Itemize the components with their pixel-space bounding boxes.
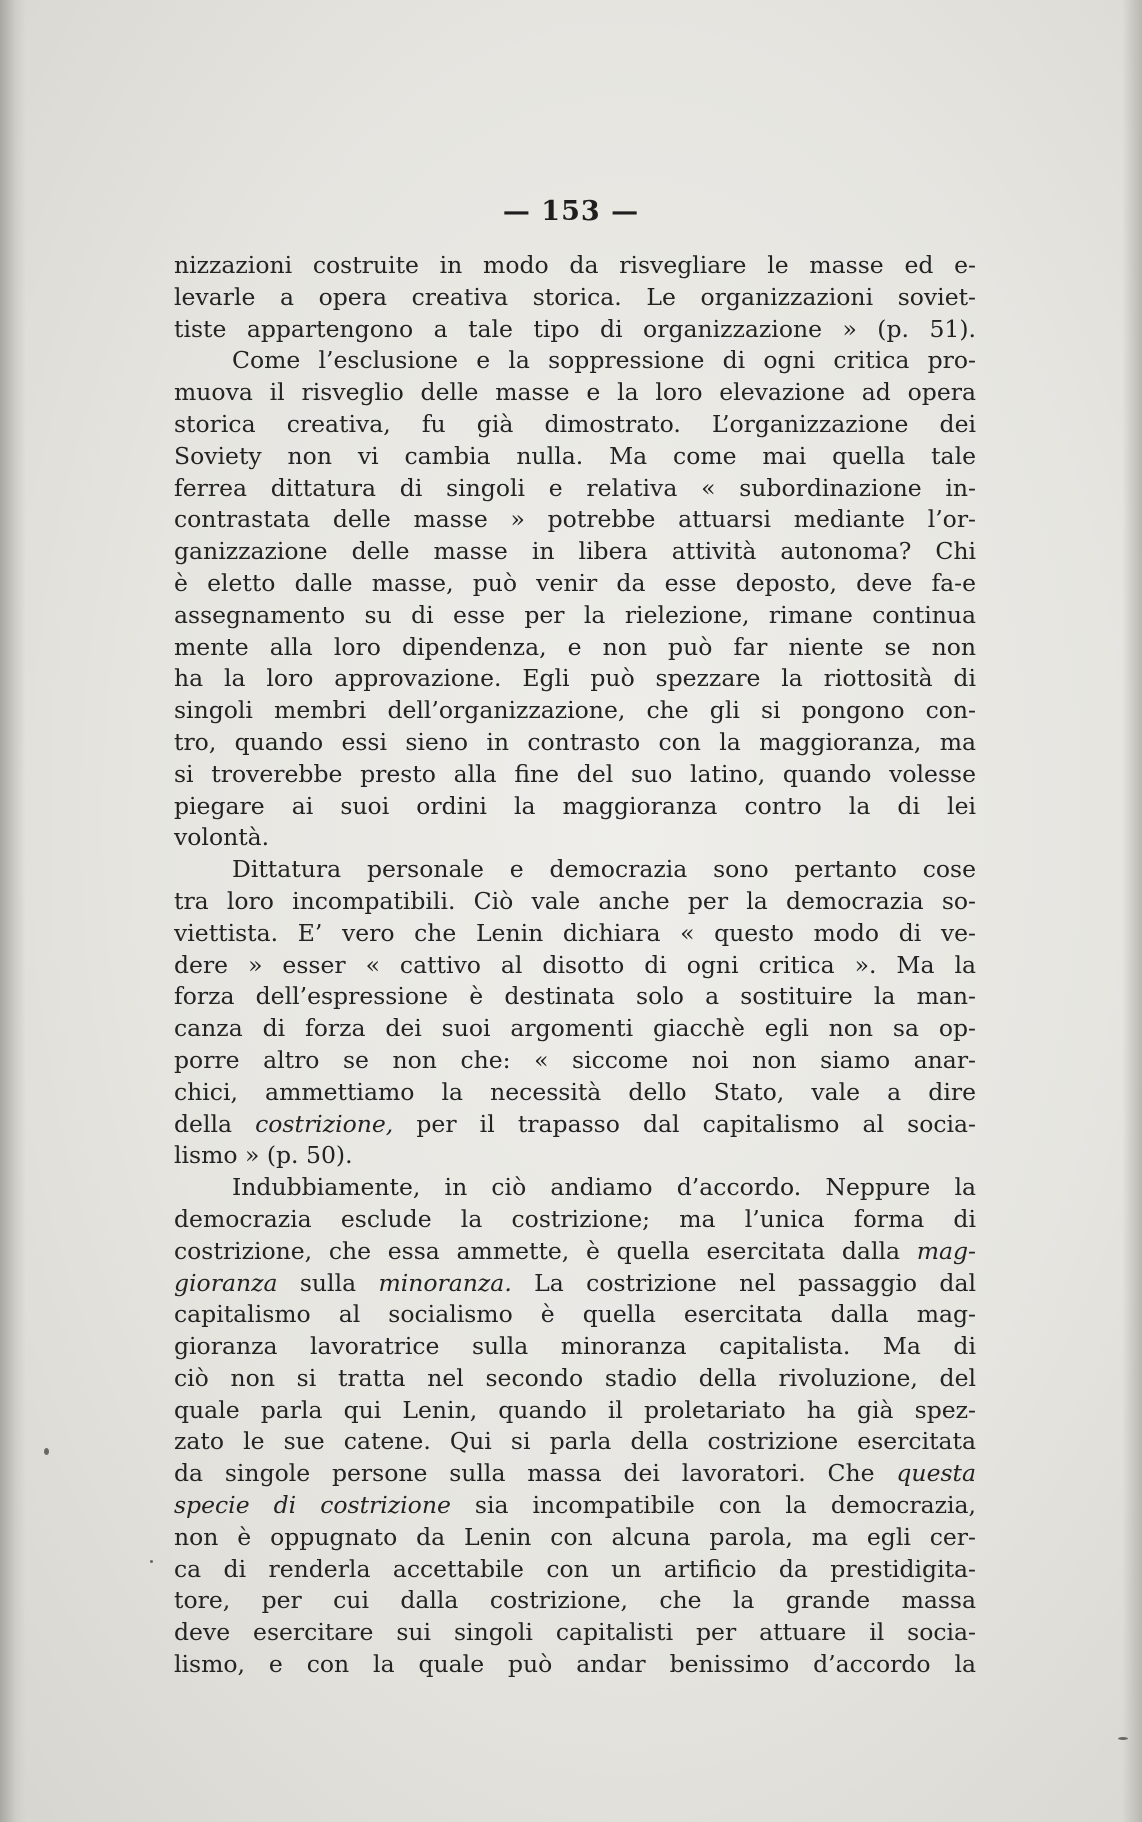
line-text: viettista. E’ vero che Lenin dichiara « questo modo di ve- xyxy=(174,918,976,947)
text-line xyxy=(174,1204,976,1236)
line-text: tra loro incompatibili. Ciò vale anche per la democrazia so- xyxy=(174,886,976,915)
text-line xyxy=(174,695,976,727)
line-text: per il trapasso dal capitalismo al socia- xyxy=(393,1109,976,1138)
line-text: La costrizione nel passaggio dal xyxy=(511,1268,976,1297)
line-text: Indubbiamente, in ciò andiamo d’accordo. Neppure la xyxy=(232,1173,976,1202)
text-line xyxy=(174,1140,976,1172)
text-line xyxy=(174,1109,976,1141)
line-text: deve esercitare sui singoli capitalisti per attuare il socia- xyxy=(174,1618,976,1647)
page-shadow-left xyxy=(0,0,26,1822)
line-text: si troverebbe presto alla fine del suo latino, quando volesse xyxy=(174,759,976,788)
line-text: volontà. xyxy=(174,823,270,852)
line-text: tro, quando essi sieno in contrasto con la maggioranza, ma xyxy=(174,727,976,756)
text-line xyxy=(174,822,976,854)
line-text: è eletto dalle masse, può venir da esse deposto, deve fa-e xyxy=(174,568,976,597)
text-line xyxy=(174,1236,976,1268)
line-text: non è oppugnato da Lenin con alcuna parola, ma egli cer- xyxy=(174,1522,976,1551)
line-text: forza dell’espressione è destinata solo a sostituire la man- xyxy=(174,982,976,1011)
paper-speck xyxy=(150,1560,153,1563)
line-text: capitalismo al socialismo è quella esercitata dalla mag- xyxy=(174,1300,976,1329)
line-text: ha la loro approvazione. Egli può spezzare la riottosità di xyxy=(174,664,976,693)
line-text: levarle a opera creativa storica. Le organizzazioni soviet- xyxy=(174,282,976,311)
italic-text: mag- xyxy=(916,1236,976,1265)
text-line xyxy=(174,918,976,950)
line-text: tiste appartengono a tale tipo di organizzazione » (p. 51). xyxy=(174,314,976,343)
line-text: tore, per cui dalla costrizione, che la grande massa xyxy=(174,1586,976,1615)
line-text: costrizione, che essa ammette, è quella esercitata dalla xyxy=(174,1236,917,1265)
text-line xyxy=(174,282,976,314)
text-line xyxy=(174,377,976,409)
line-text: gioranza lavoratrice sulla minoranza capitalista. Ma di xyxy=(174,1332,976,1361)
line-text: ca di renderla accettabile con un artificio da prestidigita- xyxy=(174,1554,976,1583)
italic-text: costrizione, xyxy=(255,1109,394,1138)
line-text: Soviety non vi cambia nulla. Ma come mai quella tale xyxy=(174,441,976,470)
text-line xyxy=(174,441,976,473)
text-line xyxy=(174,1172,976,1204)
text-line xyxy=(174,1013,976,1045)
line-text: ciò non si tratta nel secondo stadio della rivoluzione, del xyxy=(174,1363,976,1392)
italic-text: questa xyxy=(896,1459,976,1488)
text-line xyxy=(174,1490,976,1522)
text-line xyxy=(174,791,976,823)
line-text: lismo » (p. 50). xyxy=(174,1141,353,1170)
line-text: dere » esser « cattivo al disotto di ogni critica ». Ma la xyxy=(174,950,976,979)
line-text: storica creativa, fu già dimostrato. L’organizzazione dei xyxy=(174,409,976,438)
text-line xyxy=(174,1395,976,1427)
text-line xyxy=(174,981,976,1013)
line-text: quale parla qui Lenin, quando il proletariato ha già spez- xyxy=(174,1395,976,1424)
italic-text: specie di costrizione xyxy=(174,1491,451,1520)
line-text: della xyxy=(174,1109,256,1138)
paper-speck xyxy=(1118,1737,1128,1740)
line-text: porre altro se non che: « siccome noi non siamo anar- xyxy=(174,1045,976,1074)
italic-text: minoranza. xyxy=(378,1268,512,1297)
text-line xyxy=(174,536,976,568)
line-text: lismo, e con la quale può andar benissimo d’accordo la xyxy=(174,1650,976,1679)
line-text: muova il risveglio delle masse e la loro elevazione ad opera xyxy=(174,378,976,407)
text-line xyxy=(174,250,976,282)
text-line xyxy=(174,727,976,759)
text-line xyxy=(174,854,976,886)
text-line xyxy=(174,1458,976,1490)
line-text: ferrea dittatura di singoli e relativa « subordinazione in- xyxy=(174,473,976,502)
text-line xyxy=(174,504,976,536)
line-text: ganizzazione delle masse in libera attività autonoma? Chi xyxy=(174,537,976,566)
line-text: Come l’esclusione e la soppressione di ogni critica pro- xyxy=(232,346,976,375)
line-text: mente alla loro dipendenza, e non può far niente se non xyxy=(174,632,976,661)
text-line xyxy=(174,632,976,664)
text-line xyxy=(174,1299,976,1331)
line-text: zato le sue catene. Qui si parla della costrizione esercitata xyxy=(174,1427,976,1456)
line-text: contrastata delle masse » potrebbe attuarsi mediante l’or- xyxy=(174,505,976,534)
text-line xyxy=(174,1617,976,1649)
text-line xyxy=(174,1331,976,1363)
text-line xyxy=(174,1077,976,1109)
text-line xyxy=(174,1585,976,1617)
text-line xyxy=(174,1649,976,1681)
text-line xyxy=(174,473,976,505)
line-text: da singole persone sulla massa dei lavoratori. Che xyxy=(174,1459,897,1488)
line-text: sulla xyxy=(277,1268,379,1297)
text-line xyxy=(174,1554,976,1586)
line-text: canza di forza dei suoi argomenti giacchè egli non sa op- xyxy=(174,1014,976,1043)
text-line xyxy=(174,759,976,791)
line-text: democrazia esclude la costrizione; ma l’unica forma di xyxy=(174,1204,976,1233)
text-line xyxy=(174,1522,976,1554)
text-line xyxy=(174,950,976,982)
italic-text: gioranza xyxy=(174,1268,278,1297)
page-number: — 153 — xyxy=(502,196,640,227)
text-line xyxy=(174,409,976,441)
line-text: Dittatura personale e democrazia sono pertanto cose xyxy=(232,855,976,884)
text-line xyxy=(174,1426,976,1458)
text-line xyxy=(174,886,976,918)
text-line xyxy=(174,600,976,632)
text-line xyxy=(174,345,976,377)
paper-speck xyxy=(44,1448,49,1455)
line-text: sia incompatibile con la democrazia, xyxy=(450,1491,976,1520)
body-text xyxy=(174,250,976,1681)
text-line xyxy=(174,1268,976,1300)
text-line xyxy=(174,663,976,695)
line-text: singoli membri dell’organizzazione, che gli si pongono con- xyxy=(174,696,976,725)
text-line xyxy=(174,1363,976,1395)
line-text: assegnamento su di esse per la rielezione, rimane continua xyxy=(174,600,976,629)
text-line xyxy=(174,1045,976,1077)
line-text: chici, ammettiamo la necessità dello Stato, vale a dire xyxy=(174,1077,976,1106)
line-text: piegare ai suoi ordini la maggioranza contro la di lei xyxy=(174,791,976,820)
line-text: nizzazioni costruite in modo da risvegliare le masse ed e- xyxy=(174,251,976,279)
text-line xyxy=(174,568,976,600)
page-shadow-right xyxy=(1122,0,1142,1822)
text-line xyxy=(174,314,976,346)
